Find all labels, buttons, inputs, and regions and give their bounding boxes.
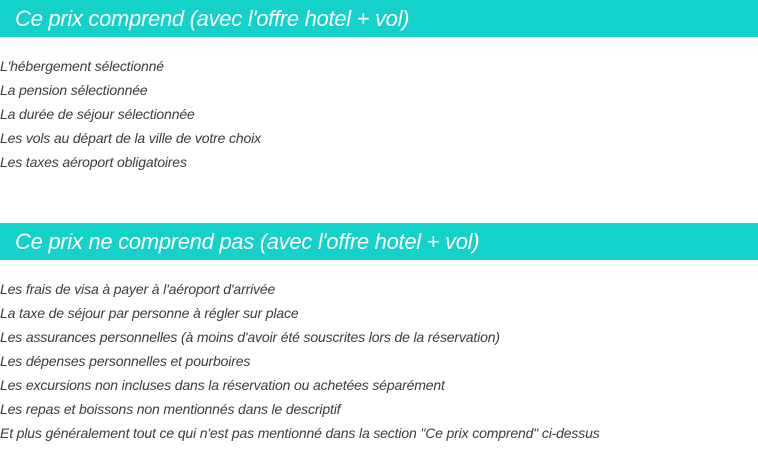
included-item: Les taxes aéroport obligatoires <box>0 154 187 170</box>
included-item: L'hébergement sélectionné <box>0 58 164 74</box>
excluded-list <box>0 277 600 445</box>
excluded-item: Les frais de visa à payer à l'aéroport d'arrivée <box>0 281 276 297</box>
included-item: Les vols au départ de la ville de votre choix <box>0 130 261 146</box>
excluded-item: Les repas et boissons non mentionnés dans le descriptif <box>0 401 341 417</box>
excluded-item: Et plus généralement tout ce qui n'est pas mentionné dans la section "Ce prix comprend" ci-dessus <box>0 425 600 441</box>
included-list <box>0 54 261 174</box>
included-item: La pension sélectionnée <box>0 82 148 98</box>
excluded-section-title: Ce prix ne comprend pas (avec l'offre hotel + vol) <box>0 223 758 260</box>
included-section-title: Ce prix comprend (avec l'offre hotel + vol) <box>0 0 758 37</box>
included-item: La durée de séjour sélectionnée <box>0 106 195 122</box>
excluded-item: Les assurances personnelles (à moins d'avoir été souscrites lors de la réservation) <box>0 329 500 345</box>
excluded-item: Les dépenses personnelles et pourboires <box>0 353 251 369</box>
excluded-item: La taxe de séjour par personne à régler sur place <box>0 305 299 321</box>
excluded-item: Les excursions non incluses dans la réservation ou achetées séparément <box>0 377 445 393</box>
